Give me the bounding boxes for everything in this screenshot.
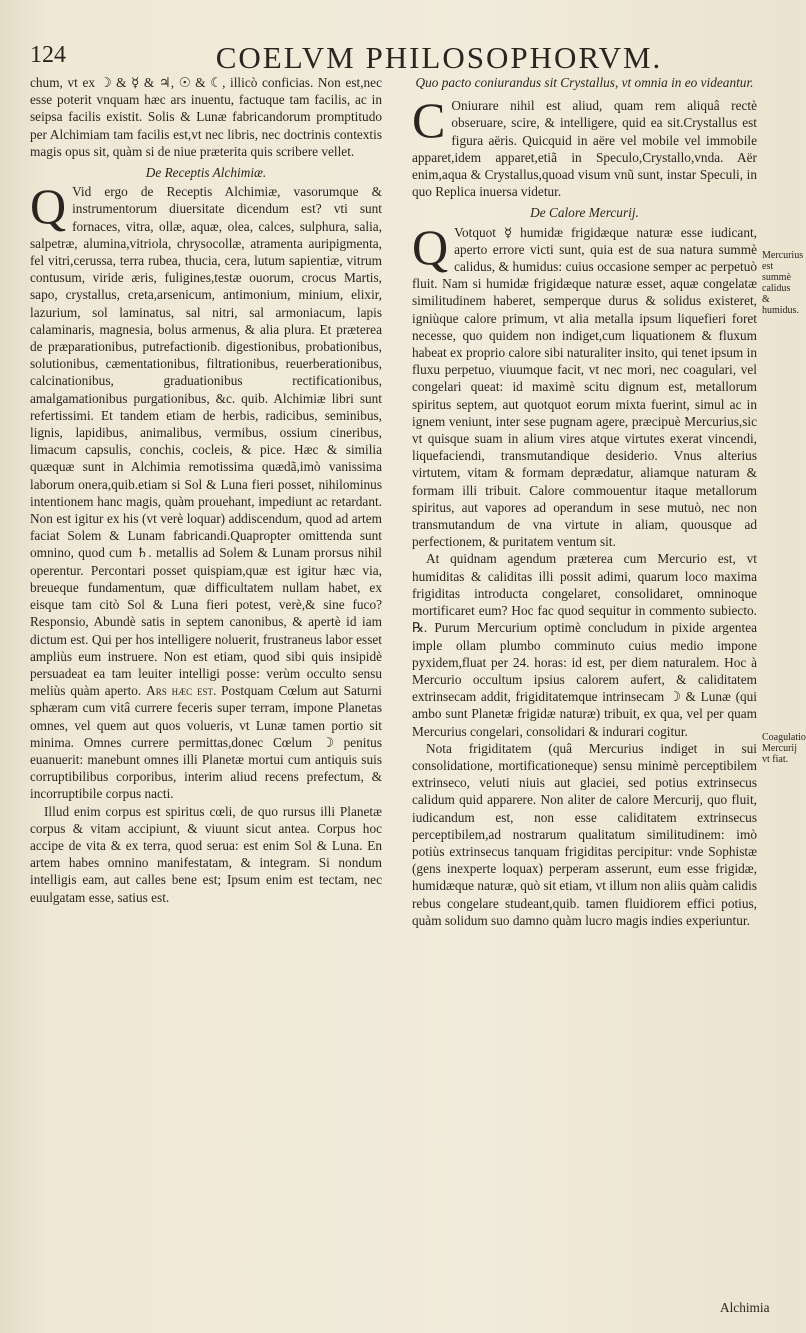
- paragraph: Nota frigiditatem (quâ Mercurius indiget in sui consolidatione, mortificationeque) sensu minimè perceptibilem extrinseco, veluti niuis aut glaciei, sed potius extrinsecus calidum quid apparere. Non aliter de calore Mercurij, quo fluit, iudicandum est, non esse caliditatem extrinsecus perceptibilem,ad nostrarum qualitatum similitudinem: imò potiùs extrinsecus tanquam frigiditas percipitur: vnde Sophistæ (gens inexperte loquax) perperam asserunt, eum esse frigidæ, humidæque naturæ, quò sit etiam, vt illum non aliis quàm calidis rebus congelare studeant,quib. tamen fluidiorem effici potius, quàm solidum suo damno quàm lucro magis indies experiuntur.: [412, 740, 757, 928]
- drop-cap: C: [412, 92, 446, 149]
- paragraph: At quidnam agendum præterea cum Mercurio est, vt humiditas & caliditas illi possit adimi, quarum loco maxima frigiditas introducta congelaret, consolidaret, omninoque mortificaret eum? Hoc fac quod sequitur in commento subiecto. ℞. Purum Mercurium optimè concludum in pixide argentea imple ollam plumbo comminuto cuius medio impone pyxidem,fluat per 24. horas: id est, per diem naturalem. Hoc à Mercurio occultum ipsius calorem aufert, & caliditatem extrinsecam addit, frigiditatemque intrinsecam ☽ & Lunæ (qui ambo sunt Planetæ frigidæ naturæ) tribuit, ex qua, vel per quam Mercurius congelari, consolidari & indurari cogitur.: [412, 551, 757, 739]
- paragraph: Illud enim corpus est spiritus cœli, de quo rursus illi Planetæ corpus & vitam accipiunt, & viuunt sicut antea. Corpus hoc accipe de vita & ex terra, quod serua: est enim Sol & Luna. En artem habes omnino manifestatam, & integram. Si nondum intelligis eam, aut calles bene est; Ipsum enim est tectam, nec euulgatam esse, satius est.: [30, 803, 382, 905]
- section-title: Quo pacto coniurandus sit Crystallus, vt omnia in eo videantur.: [415, 75, 754, 90]
- drop-cap: Q: [412, 218, 449, 275]
- running-title: COELVM PHILOSOPHORVM.: [215, 40, 663, 75]
- paragraph: [30, 178, 382, 802]
- paragraph: [412, 218, 757, 551]
- page-number: 124: [30, 42, 66, 68]
- paragraph-text: Votquot ☿ humidæ frigidæque naturæ esse iudicant, aperto errore victi sunt, quia est de sua natura summè calidus, & humidus: cuius occasione semper ac perpetuò fluit. Nam si humidæ frigidæque naturæ esset, aquæ congelatæ similitudinem haberet, semperque durus & solidus existeret, igniùque calore primum, vt alia metalla ipsum liquefieri foret necesse, quo quidem non indiget,cum liquationem & fluxum habeat ex proprio calore sibi naturaliter insito, qui tenet ipsum in fluxu perpetuo, viuumque facit, vt nec mori, nec coagulari, vel congelari queat: id maximè scitu dignum est, metallorum spiritus septem, aut quotquot eorum mixta fuerint, simul ac in ignem veniunt, inter sese pugnam agere, præcipuè Mercurius,sic vt quisque suam in alium vires atque virtutes exerat vincendi, liquefaciendi, transmutandique desiderio. Vnus alterius virtutem, vitam & formam deprædatur, aliamque naturam & formam illi tribuit. Calore commouentur itaque metallorum spiritus, aut vapores ad operandum in sese mutuò, nec non transmutandum de vna virtute in aliam, quousque ad perfectionem, & puritatem ventum sit.: [412, 224, 757, 550]
- small-caps-phrase: Ars hæc est.: [146, 683, 217, 699]
- drop-cap: Q: [30, 178, 67, 235]
- paragraph: chum, vt ex ☽ & ☿ & ♃, ☉ & ☾, illicò conficias. Non est,nec esse poterit vnquam hæc ars inuentu, factuque tam facilis, ac in seipsa facilis existit. Solis & Lunæ fabricandorum promptitudo per Alchimiam tam facilis est,vt nec libris, nec doctrinis contextis magis opus sit, quàm si de niue præterita quis scribere vellet.: [30, 75, 382, 159]
- margin-note: Coagulatio Mercurij vt fiat.: [762, 732, 806, 765]
- paragraph-text: Postquam Cœlum aut Saturni sphæram cum vitâ currere feceris super terram, impone Planetas omnes, vel quem aut quos volueris, vt Lunæ tamen portio sit minima. Omnes currere permittas,donec Cœlum ☽ penitus euanuerit: manebunt omnes illi Planetæ mortui cum antiquis suis corruptibilibus corporibus, interim aliud recens prefectum, & incorruptibile corpus nacti.: [30, 683, 382, 802]
- paragraph-text: Vid ergo de Receptis Alchimiæ, vasorumque & instrumentorum diuersitate dicendum est? vti sunt fornaces, vitra, ollæ, aquæ, olea, calces, sulphura, salia, salpetræ, alumina,vitriola, chrysocollæ, atramenta auripigmenta, fel vitri,cerussa, terra rubea, thucia, cera, lutum sapientiæ, vitrum contusum, viride æris, fuligines,testæ ouorum, crocus Martis, sapo, crystallus, creta,arsenicum, antimonium, minium, elixir, lazurium, sol laminatus, sal nitri, sal armoniacum, lapis calaminaris, magnesia, bolus armenus, & alia plura. Et præterea de præparationibus, putrefactionib. digestionibus, probationibus, solutionibus, cæmentationibus, filtrationibus, reuerberationibus, calcinationibus, graduationibus rectificationibus, amalgamationibus purgationibus, &c. quib. Alchimiæ libri sunt refertissimi. Et tandem etiam de herbis, radicibus, seminibus, lignis, lapidibus, animalibus, vermibus, ossium cineribus, limacum capsulis, conchis, cocleis, & pice. Hæc & similia quæquæ sunt in Alchimia remotissima quædã,imò vanissima laborum onera,quib.etiam si Sol & Luna fieri posset, nihilominus intentionem hanc magis, quàm prouehant, impediunt ac retardant. Non est igitur ex his (vt verè loquar) addiscendum, quod ad artem faciat Solem & Lunam fabricandi.Quapropter omittenda sunt omnino, quod cum ♄. metallis ad Solem & Lunam prorsus nihil operentur. Percontari posset quispiam,quæ est igitur hæc via, breueque fundamentum, quæ difficultatem nullam habet, ex eisque tam citò Sol & Luna fieri potest, verè,& sine fuco?Responsio, Abundè satis in septem canonibus, & apertè id iam dictum est. Qui per hos intelligere noluerit, frustraneus labor esset ampliùs eum instruere. Non est etiam, quod sibi quis insipidè persuadeat ea tam leuiter intelligi posse: verùm occulto sensu meliùs quàm aperto.: [30, 184, 382, 699]
- left-column: [30, 74, 382, 906]
- paragraph-text: Oniurare nihil est aliud, quam rem aliquâ rectè obseruare, scire, & intelligere, quid ea sit.Crystallus est figura aëris. Quicquid in aëre vel mobile vel immobile apparet,idem apparet,etiã in Speculo,Crystallo,vnda. Aër enim,aqua & Crystallus,quoad visum vnũ sunt, instar Speculi, in quo Replica inuersa videtur.: [412, 98, 757, 200]
- catchword: Alchimia: [720, 1300, 770, 1315]
- paragraph: [412, 92, 757, 200]
- page-header: [30, 40, 760, 76]
- section-heading: De Calore Mercurij.: [530, 205, 639, 221]
- section-heading: De Receptis Alchimiæ.: [145, 165, 267, 181]
- margin-note: Mercurius est summè calidus & humidus.: [762, 250, 804, 316]
- right-column: [412, 74, 757, 929]
